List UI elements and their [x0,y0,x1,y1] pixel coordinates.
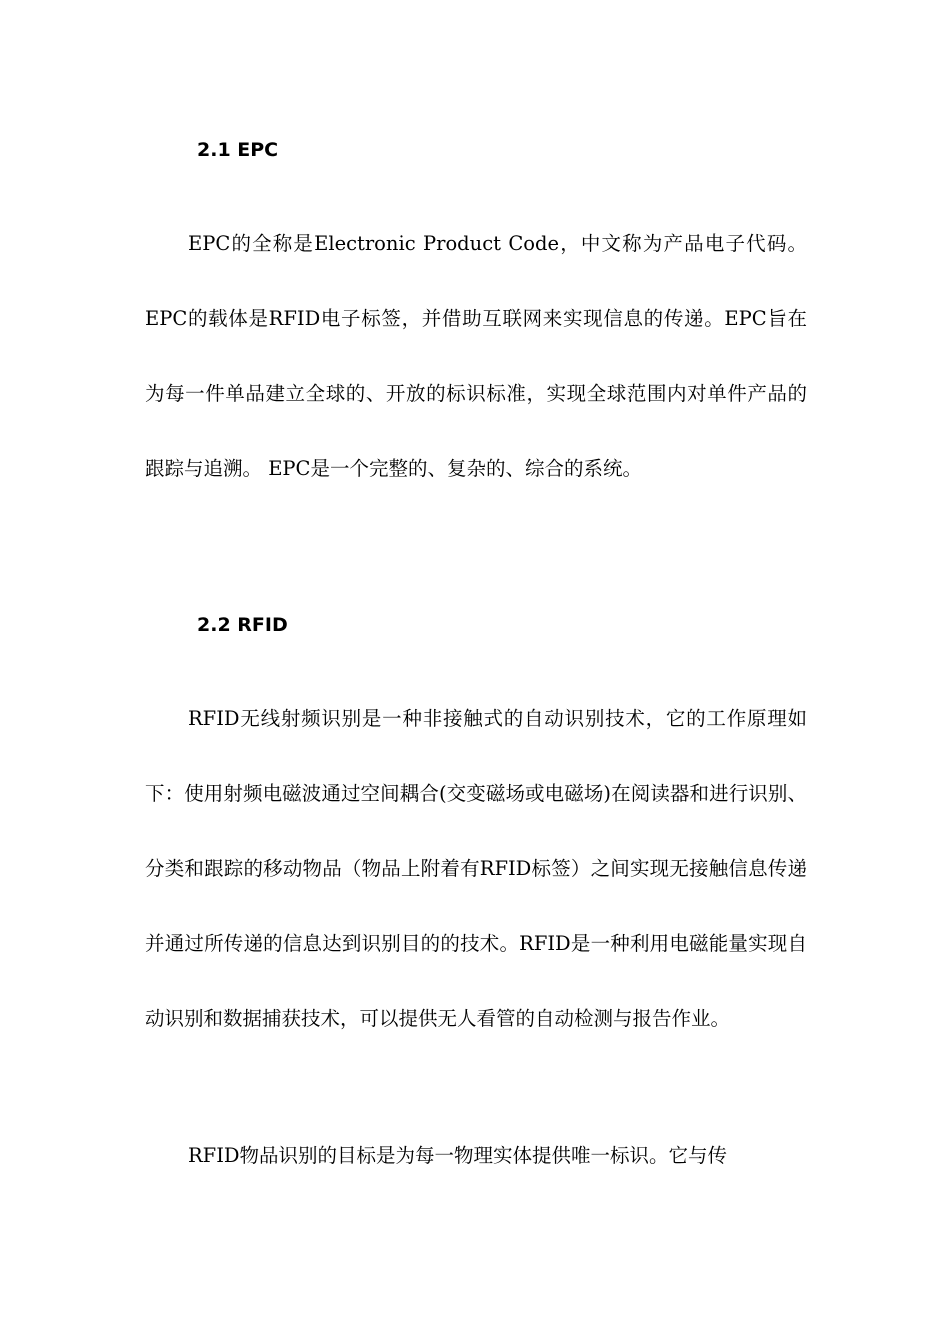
paragraph-epc-description: EPC的全称是Electronic Product Code，中文称为产品电子代码。EPC的载体是RFID电子标签，并借助互联网来实现信息的传递。EPC旨在为每一件单品建立全球的、开放的标识标准，实现全球范围内对单件产品的跟踪与追溯。 EPC是一个完整的、复杂的、综合的系统。 [145,232,807,480]
section-heading-rfid: 2.2 RFID [197,614,288,636]
section-heading-epc: 2.1 EPC [197,139,279,161]
paragraph-rfid-identification: RFID物品识别的目标是为每一物理实体提供唯一标识。它与传 [188,1144,728,1167]
paragraph-rfid-principle: RFID无线射频识别是一种非接触式的自动识别技术，它的工作原理如下：使用射频电磁波通过空间耦合(交变磁场或电磁场)在阅读器和进行识别、分类和跟踪的移动物品（物品上附着有RFID标签）之间实现无接触信息传递并通过所传递的信息达到识别目的的技术。RFID是一种利用电磁能量实现自动识别和数据捕获技术，可以提供无人看管的自动检测与报告作业。 [145,707,807,1030]
